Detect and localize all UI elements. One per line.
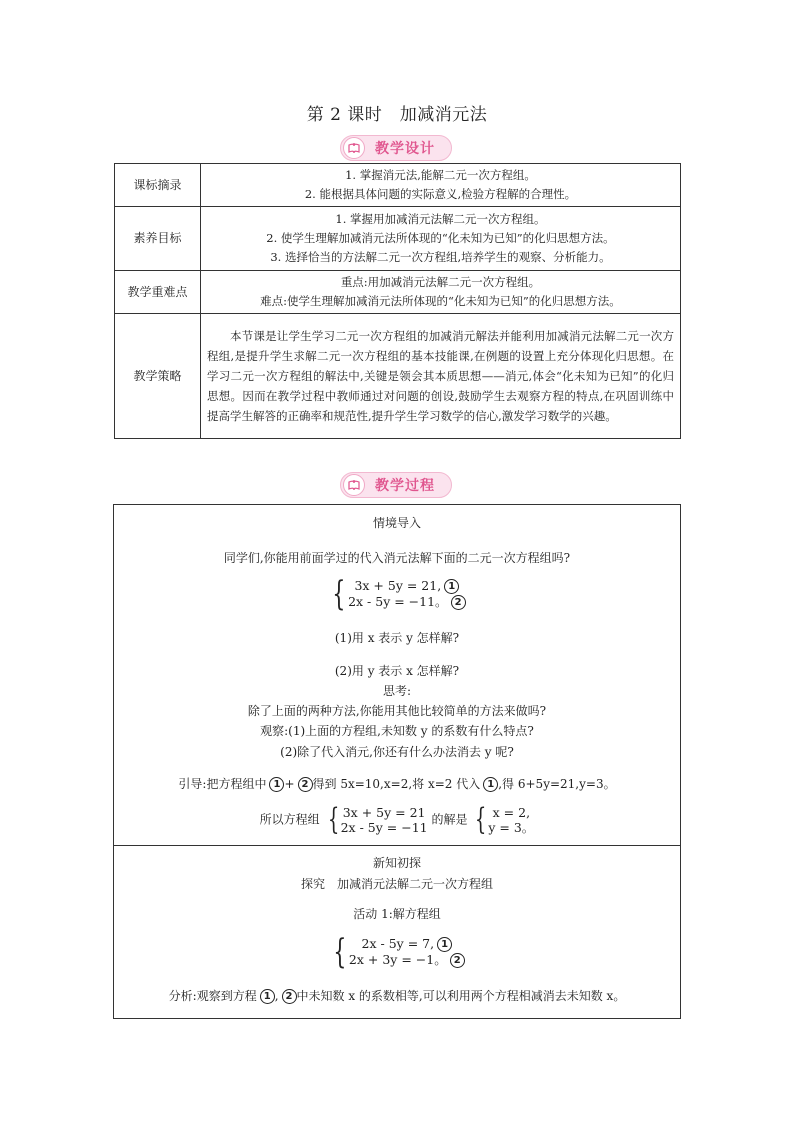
brace-symbol: { xyxy=(327,802,339,837)
brace-symbol: { xyxy=(332,574,346,614)
circle-number-1: 1 xyxy=(444,579,459,594)
circle-number-1: 1 xyxy=(269,777,284,792)
equation-system-1 xyxy=(114,574,680,614)
conclusion-mid: 的解是 xyxy=(431,812,468,827)
guide-suffix: 得到 5x=10,x=2,将 x=2 代入 xyxy=(312,777,481,791)
guide-end: ,得 6+5y=21,y=3。 xyxy=(498,777,616,791)
conclusion-system xyxy=(324,802,428,837)
explore-title: 探究 加减消元法解二元一次方程组 xyxy=(300,877,493,891)
content-line: 3. 选择恰当的方法解二元一次方程组,培养学生的观察、分析能力。 xyxy=(270,250,611,264)
content-line: 难点:使学生理解加减消元法所体现的“化未知为已知”的化归思想方法。 xyxy=(260,294,621,308)
row-label: 教学策略 xyxy=(115,314,201,439)
activity-title: 活动 1:解方程组 xyxy=(353,907,441,921)
equation: 2x - 5y = 7, xyxy=(361,936,435,951)
brace-symbol: { xyxy=(333,932,347,972)
circle-number-1: 1 xyxy=(483,777,498,792)
badge-label: 教学过程 xyxy=(375,478,435,494)
question-2: (2)用 y 表示 x 怎样解? xyxy=(334,664,460,678)
teaching-process-badge xyxy=(340,472,452,498)
analysis-text xyxy=(114,987,680,1004)
brace-symbol: { xyxy=(475,802,487,837)
solution-system xyxy=(471,802,535,837)
intro-heading: 情境导入 xyxy=(372,516,421,530)
teaching-design-badge xyxy=(340,135,452,161)
observe-2: (2)除了代入消元,你还有什么办法消去 y 呢? xyxy=(280,745,514,759)
solution-y: y = 3。 xyxy=(488,820,535,835)
badge-label: 教学设计 xyxy=(375,141,435,157)
conclusion-prefix: 所以方程组 xyxy=(259,812,320,827)
circle-number-2: 2 xyxy=(282,989,297,1004)
row-content xyxy=(201,164,681,207)
row-content: 本节课是让学生学习二元一次方程组的加减消元解法并能利用加减消元法解二元一次方程组,是提升学生求解二元一次方程组的基本技能课,在例题的设置上充分体现化归思想。在学习二元一次方程组的解法中,关键是领会其本质思想——消元,体会“化未知为已知”的化归思想。因而在教学过程中教师通过对问题的创设,鼓励学生去观察方程的特点,在巩固训练中提高学生解答的正确率和规范性,提升学生学习数学的信心,激发学习数学的兴趣。 xyxy=(201,314,681,439)
row-content xyxy=(201,271,681,314)
solution-x: x = 2, xyxy=(492,805,531,820)
observe-1: 观察:(1)上面的方程组,未知数 y 的系数有什么特点? xyxy=(260,724,534,738)
book-icon xyxy=(343,474,365,496)
intro-question: 同学们,你能用前面学过的代入消元法解下面的二元一次方程组吗? xyxy=(223,551,571,565)
think-question: 除了上面的两种方法,你能用其他比较简单的方法来做吗? xyxy=(247,704,547,718)
equation: 2x - 5y = −11 xyxy=(340,820,428,835)
row-label: 教学重难点 xyxy=(115,271,201,314)
teaching-design-table xyxy=(114,163,681,439)
equation: 3x + 5y = 21 xyxy=(342,805,426,820)
guide-prefix: 引导:把方程组中 xyxy=(178,777,267,791)
row-content xyxy=(201,207,681,271)
think-label: 思考: xyxy=(382,684,412,698)
circle-number-2: 2 xyxy=(451,595,466,610)
circle-number-2: 2 xyxy=(298,777,313,792)
row-label: 素养目标 xyxy=(115,207,201,271)
circle-number-2: 2 xyxy=(450,953,465,968)
plus-sign: + xyxy=(284,777,295,791)
table-row xyxy=(115,314,681,439)
teaching-process-box xyxy=(113,504,681,1019)
section-divider xyxy=(114,845,680,846)
circle-number-1: 1 xyxy=(260,989,275,1004)
content-line: 重点:用加减消元法解二元一次方程组。 xyxy=(340,275,541,289)
content-line: 2. 能根据具体问题的实际意义,检验方程解的合理性。 xyxy=(304,187,577,201)
equation: 2x + 3y = −1。 xyxy=(348,952,447,967)
content-line: 2. 使学生理解加减消元法所体现的“化未知为已知”的化归思想方法。 xyxy=(266,231,615,245)
content-line: 1. 掌握用加减消元法解二元一次方程组。 xyxy=(335,212,546,226)
content-line: 1. 掌握消元法,能解二元一次方程组。 xyxy=(345,168,536,182)
conclusion xyxy=(114,802,680,837)
table-row xyxy=(115,207,681,271)
guide-text xyxy=(114,775,680,792)
book-icon xyxy=(343,137,365,159)
analysis-prefix: 分析:观察到方程 xyxy=(168,989,257,1003)
equation-system-2 xyxy=(114,932,680,972)
circle-number-1: 1 xyxy=(437,937,452,952)
analysis-separator: , xyxy=(274,989,279,1003)
analysis-suffix: 中未知数 x 的系数相等,可以利用两个方程相减消去未知数 x。 xyxy=(296,989,626,1003)
equation: 3x + 5y = 21, xyxy=(354,578,442,593)
table-row xyxy=(115,164,681,207)
question-1: (1)用 x 表示 y 怎样解? xyxy=(334,631,460,645)
row-label: 课标摘录 xyxy=(115,164,201,207)
table-row xyxy=(115,271,681,314)
new-knowledge-heading: 新知初探 xyxy=(372,856,421,870)
equation: 2x - 5y = −11。 xyxy=(348,594,448,609)
page-title: 第 2 课时 加减消元法 xyxy=(306,105,488,125)
